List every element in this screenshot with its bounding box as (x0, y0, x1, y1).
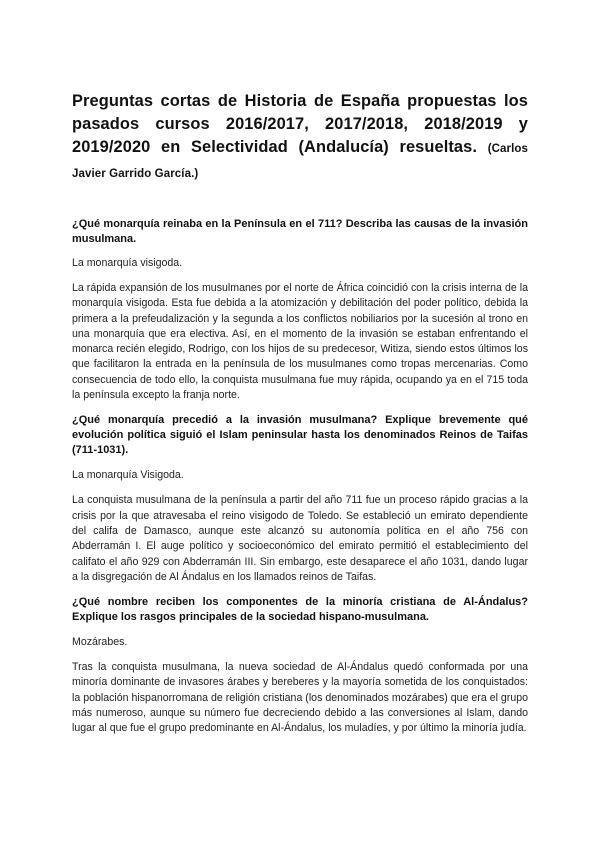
question-1: ¿Qué monarquía reinaba en la Península en el 711? Describa las causas de la invasión musulmana. (72, 218, 528, 245)
qa-section-1 (72, 217, 528, 403)
question-2: ¿Qué monarquía precedió a la invasión musulmana? Explique brevemente qué evolución política siguió el Islam peninsular hasta los denominados Reinos de Taifas (711-1031). (72, 414, 528, 457)
qa-section-2 (72, 413, 528, 585)
answer-2: La conquista musulmana de la península a partir del año 711 fue un proceso rápido gracias a la crisis por la que atravesaba el reino visigodo de Toledo. Se estableció un emirato dependiente del califa de Damasco, aunque este alcanzó su autonomía política en el año 756 con Abderramán I. El auge político y socioeconómico del emirato permitió el establecimiento del califato el año 929 con Abderramán III. Sin embargo, este desaparece el año 1031, dando lugar a la disgregación de Al Ándalus en los llamados reinos de Taifas. (72, 494, 528, 583)
title-main: Preguntas cortas de Historia de España propuestas los pasados cursos 2016/2017, 2017/2018, 2018/2019 y 2019/2020 en Selectividad (Andalucía) resueltas. (72, 92, 528, 156)
qa-section-3 (72, 595, 528, 736)
document-page (72, 90, 528, 737)
question-3: ¿Qué nombre reciben los componentes de la minoría cristiana de Al-Ándalus? Explique los rasgos principales de la sociedad hispano-musulmana. (72, 596, 528, 624)
answer-1: La rápida expansión de los musulmanes por el norte de África coincidió con la crisis interna de la monarquía visigoda. Esta fue debida a la atomización y debilitación del poder político, debida la primera a la prefeudalización y la segunda a los conflictos nobiliarios por la sucesión al trono en una monarquía que era electiva. Así, en el momento de la invasión se estaban enfrentando el monarca recién elegido, Rodrigo, con los hijos de su predecesor, Witiza, siendo estos últimos los que facilitaron la entrada en la península de los musulmanes como tropas mercenarias. Como consecuencia de todo ello, la conquista musulmana fue muy rápida, ocupando ya en el 715 toda la península excepto la franja norte. (72, 282, 528, 402)
document-title (72, 90, 528, 186)
title-author: (Carlos Javier Garrido García.) (72, 143, 529, 180)
answer-3: Tras la conquista musulmana, la nueva sociedad de Al-Ándalus quedó conformada por una minoría dominante de invasores árabes y bereberes y la mayoría sometida de los conquistados: la población hispanorromana de religión cristiana (los denominados mozárabes) que era el grupo más numeroso, aunque su número fue decreciendo debido a las conversiones al Islam, dando lugar al que fue el grupo predominante en Al-Ándalus, los muladíes, y por último la minoría judía. (72, 661, 528, 735)
short-answer-3: Mozárabes. (72, 636, 128, 649)
short-answer-2: La monarquía Visigoda. (72, 469, 184, 482)
short-answer-1: La monarquía visigoda. (72, 257, 183, 269)
